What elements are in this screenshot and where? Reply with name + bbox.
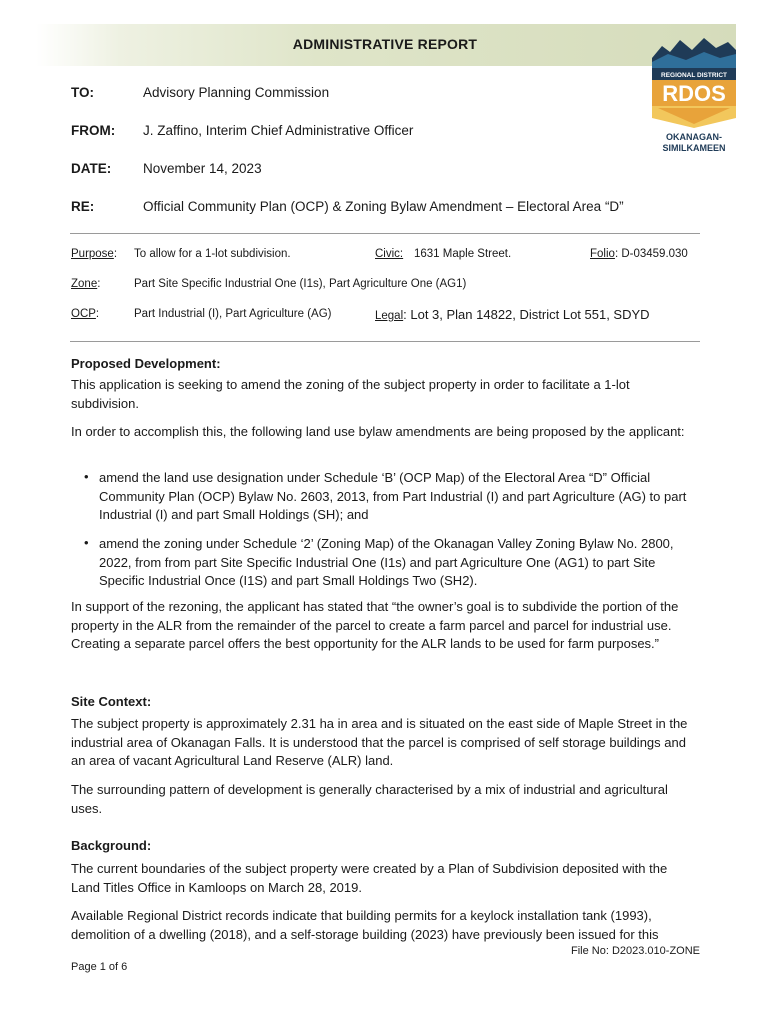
report-title: ADMINISTRATIVE REPORT (292, 36, 478, 52)
to-label: TO: (71, 85, 94, 100)
site-paragraph-2: The surrounding pattern of development is generally characterised by a mix of industrial and agricultural uses. (71, 782, 668, 816)
zone-label: Zone: (71, 278, 101, 290)
logo-bottom-line1: OKANAGAN- (666, 132, 722, 142)
civic-label: Civic: (375, 248, 404, 260)
folio: Folio: D-03459.030 (590, 248, 688, 260)
logo-top-text: REGIONAL DISTRICT (661, 72, 727, 79)
zone-value: Part Site Specific Industrial One (I1s), Part Agriculture One (AG1) (134, 278, 467, 290)
proposed-heading: Proposed Development: (71, 356, 221, 371)
to-value: Advisory Planning Commission (143, 85, 330, 100)
proposed-paragraph-3: In support of the rezoning, the applicant has stated that “the owner’s goal is to subdivide the portion of the property in the ALR from the remainder of the parcel to create a farm parcel and parcel for industrial use. Creating a separate parcel offers the best opportunity for the ALR lands to be used for farm purposes.” (71, 599, 679, 651)
background-paragraph-1: The current boundaries of the subject property were created by a Plan of Subdivision deposited with the Land Titles Office in Kamloops on March 28, 2019. (71, 861, 668, 895)
page-number: Page 1 of 6 (71, 961, 128, 973)
divider-bottom (70, 341, 700, 342)
bullet-item-zoning: amend the zoning under Schedule ‘2’ (Zoning Map) of the Okanagan Valley Zoning Bylaw No. 2800, 2022, from from part Site Specific Industrial One (I1s) and part Agriculture One (AG1) to part Site Specific Industrial Once (I1S) and part Small Holdings Two (SH2). (99, 536, 674, 588)
date-label: DATE: (71, 161, 112, 176)
proposed-paragraph-2: In order to accomplish this, the following land use bylaw amendments are being proposed by the applicant: (71, 424, 685, 439)
from-label: FROM: (71, 123, 116, 138)
purpose-label: Purpose: (71, 248, 118, 260)
proposed-paragraph-1: This application is seeking to amend the zoning of the subject property in order to facilitate a 1-lot subdivision. (71, 377, 630, 411)
civic-value: 1631 Maple Street. (414, 248, 512, 260)
logo-bottom-line2: SIMILKAMEEN (662, 143, 726, 153)
logo-main-text: RDOS (662, 81, 726, 106)
bullet-item-ocp: amend the land use designation under Schedule ‘B’ (OCP Map) of the Electoral Area “D” Official Community Plan (OCP) Bylaw No. 2603, 2013, from Part Industrial (I) and part Agriculture (AG) to part Industrial (I) and part Small Holdings (SH); and (99, 470, 687, 522)
from-value: J. Zaffino, Interim Chief Administrative Officer (143, 123, 414, 138)
re-label: RE: (71, 199, 95, 214)
bullet-marker: • (84, 469, 89, 484)
ocp-value: Part Industrial (I), Part Agriculture (AG) (134, 308, 332, 320)
file-number: File No: D2023.010-ZONE (571, 945, 700, 957)
legal: Legal: Lot 3, Plan 14822, District Lot 551, SDYD (375, 307, 650, 322)
ocp-label: OCP: (71, 308, 100, 320)
background-heading: Background: (71, 838, 152, 853)
purpose-value: To allow for a 1-lot subdivision. (134, 248, 291, 260)
background-paragraph-2: Available Regional District records indicate that building permits for a keylock installation tank (1993), demolition of a dwelling (2018), and a self-storage building (2023) have previously been issued for this (71, 908, 659, 942)
re-value: Official Community Plan (OCP) & Zoning Bylaw Amendment – Electoral Area “D” (143, 199, 624, 214)
rdos-logo (648, 28, 738, 158)
divider-top (70, 233, 700, 234)
site-paragraph-1: The subject property is approximately 2.31 ha in area and is situated on the east side of Maple Street in the industrial area of Okanagan Falls. It is understood that the parcel is comprised of self storage buildings and an area of vacant Agricultural Land Reserve (ALR) land. (71, 716, 688, 768)
date-value: November 14, 2023 (143, 161, 262, 176)
bullet-marker: • (84, 535, 89, 550)
site-context-heading: Site Context: (71, 694, 152, 709)
